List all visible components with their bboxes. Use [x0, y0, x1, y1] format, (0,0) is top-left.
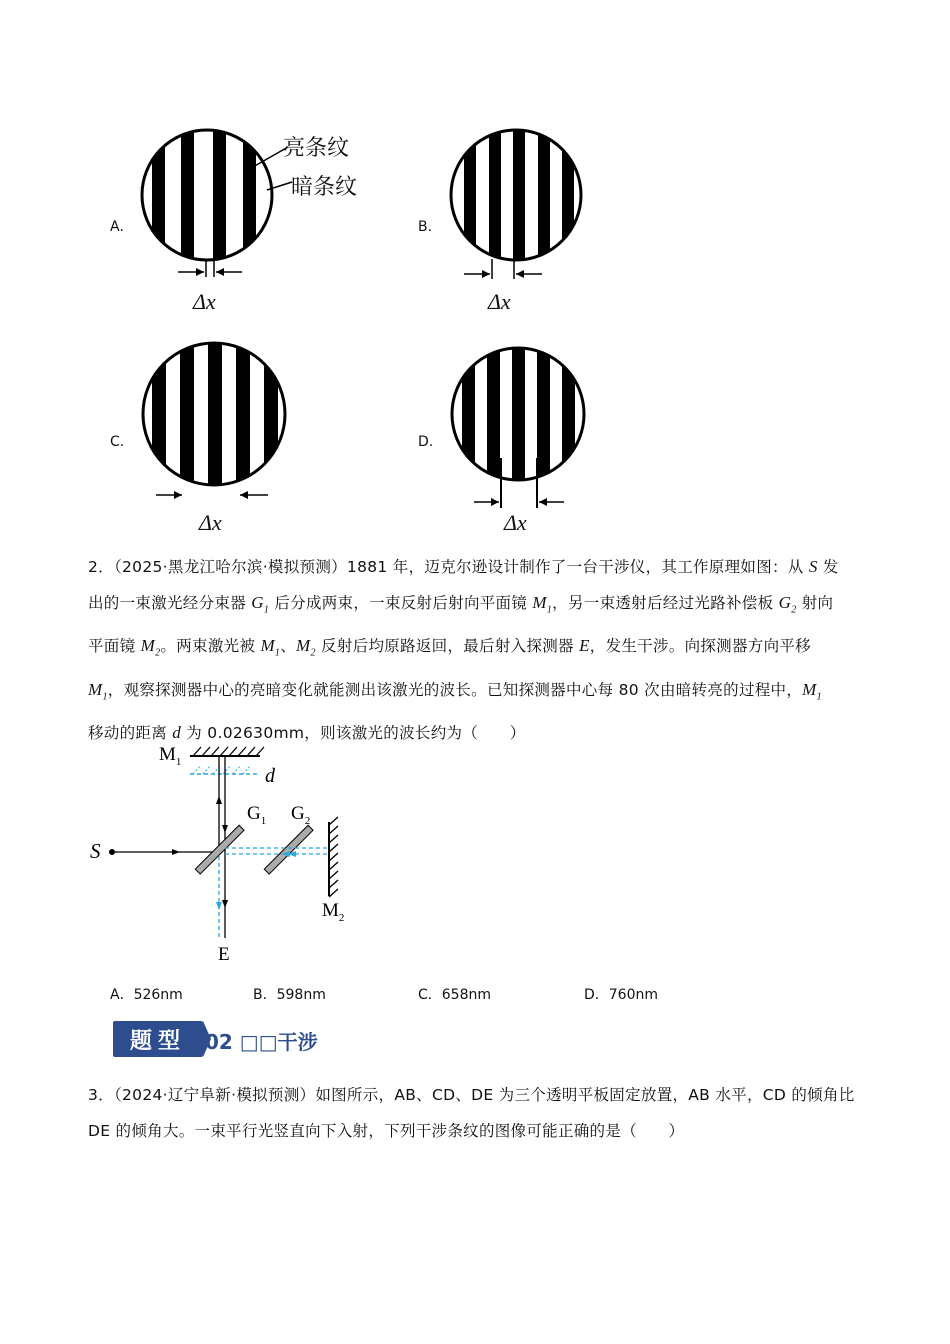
fringe-pattern-a [130, 125, 390, 320]
q2-line1-a: 1881 年，迈克尔逊设计制作了一台干涉仪，其工作原理如图：从 [346, 558, 809, 576]
q2-var-g1: $G_1$ [251, 593, 270, 616]
fringe-c-delta: Δx [199, 510, 222, 535]
fringe-b-delta: Δx [488, 289, 511, 314]
q2-var-e: E [579, 636, 590, 656]
q2-line5-a: 移动的距离 [88, 724, 173, 743]
q3-line2: DE 的倾角大。一束平行光竖直向下入射，下列干涉条纹的图像可能正确的是（ ） [88, 1122, 685, 1140]
diagram-s-label: S [90, 839, 101, 863]
q2-source: （2025·黑龙江哈尔滨·模拟预测） [113, 558, 347, 576]
fringe-a-dark-label: 暗条纹 [291, 175, 358, 200]
fringe-a-bright-label: 亮条纹 [283, 136, 350, 161]
q2-line2-d: 射向 [796, 594, 834, 612]
q2-var-m2: $M_2$ [140, 636, 161, 659]
question-3-text [88, 1077, 855, 1149]
q2-var-m2-b: $M_2$ [296, 636, 316, 659]
option-b-label: B. [418, 219, 433, 235]
q2-var-g2: $G_2$ [778, 593, 797, 616]
q2-line2-b: 后分成两束，一束反射后射向平面镜 [269, 594, 533, 612]
q2-answer-c[interactable]: C．658nm [418, 987, 492, 1003]
q2-line3-c: 、 [280, 637, 297, 656]
q3-source: （2024·辽宁阜新·模拟预测） [113, 1086, 316, 1104]
diagram-g1-label: $G_1$ [247, 803, 267, 827]
q2-answer-a[interactable]: A．526nm [110, 987, 183, 1003]
q2-line3-b: 。两束激光被 [160, 637, 261, 656]
q2-line4-b: ，观察探测器中心的亮暗变化就能测出该激光的波长。已知探测器中心每 80 次由暗转亮的过程中， [107, 680, 803, 699]
q2-var-s: S [808, 557, 818, 576]
q2-line3-a: 平面镜 [88, 637, 141, 656]
q2-line3-d: 反射后均原路返回，最后射入探测器 [315, 637, 580, 656]
question-2-text [88, 549, 839, 751]
q2-number: 2． [88, 558, 114, 576]
diagram-g2-label: $G_2$ [291, 803, 311, 827]
q2-line2-a: 出的一束激光经分束器 [88, 594, 252, 612]
q2-var-m1-d: $M_1$ [802, 679, 822, 703]
q3-number: 3． [88, 1086, 114, 1104]
fringe-pattern-b [440, 125, 600, 320]
michelson-diagram [85, 738, 375, 968]
q2-line2-c: ，另一束透射后经过光路补偿板 [552, 594, 779, 612]
diagram-m2-label: $M_2$ [322, 900, 345, 924]
q2-line3-e: ，发生干涉。向探测器方向平移 [589, 637, 811, 656]
diagram-m1-label: $M_1$ [159, 744, 182, 768]
option-a-label: A. [110, 219, 124, 235]
q3-line1: 如图所示，AB、CD、DE 为三个透明平板固定放置，AB 水平，CD 的倾角比 [315, 1086, 855, 1104]
section-banner [113, 1021, 318, 1057]
option-d-label: D. [418, 434, 434, 450]
q2-answer-b[interactable]: B．598nm [253, 987, 326, 1003]
diagram-d-label: d [265, 765, 275, 787]
section-title: 02 □□干涉 [205, 1030, 318, 1054]
q2-var-d: d [172, 723, 182, 743]
q2-var-m1: $M_1$ [532, 593, 553, 616]
fringe-d-delta: Δx [504, 510, 527, 535]
q2-var-m1-b: $M_1$ [260, 636, 281, 659]
section-badge: 题型 [113, 1021, 203, 1057]
q2-var-m1-c: $M_1$ [88, 679, 108, 703]
fringe-a-delta: Δx [193, 289, 216, 314]
diagram-e-label: E [218, 944, 230, 965]
q2-answer-d[interactable]: D．760nm [584, 987, 659, 1003]
q2-line1-b: 发 [817, 558, 839, 576]
q2-line5-b: 为 0.02630mm，则该激光的波长约为（ ） [181, 724, 526, 743]
compensator-g2 [264, 825, 313, 874]
option-c-label: C. [110, 434, 125, 450]
